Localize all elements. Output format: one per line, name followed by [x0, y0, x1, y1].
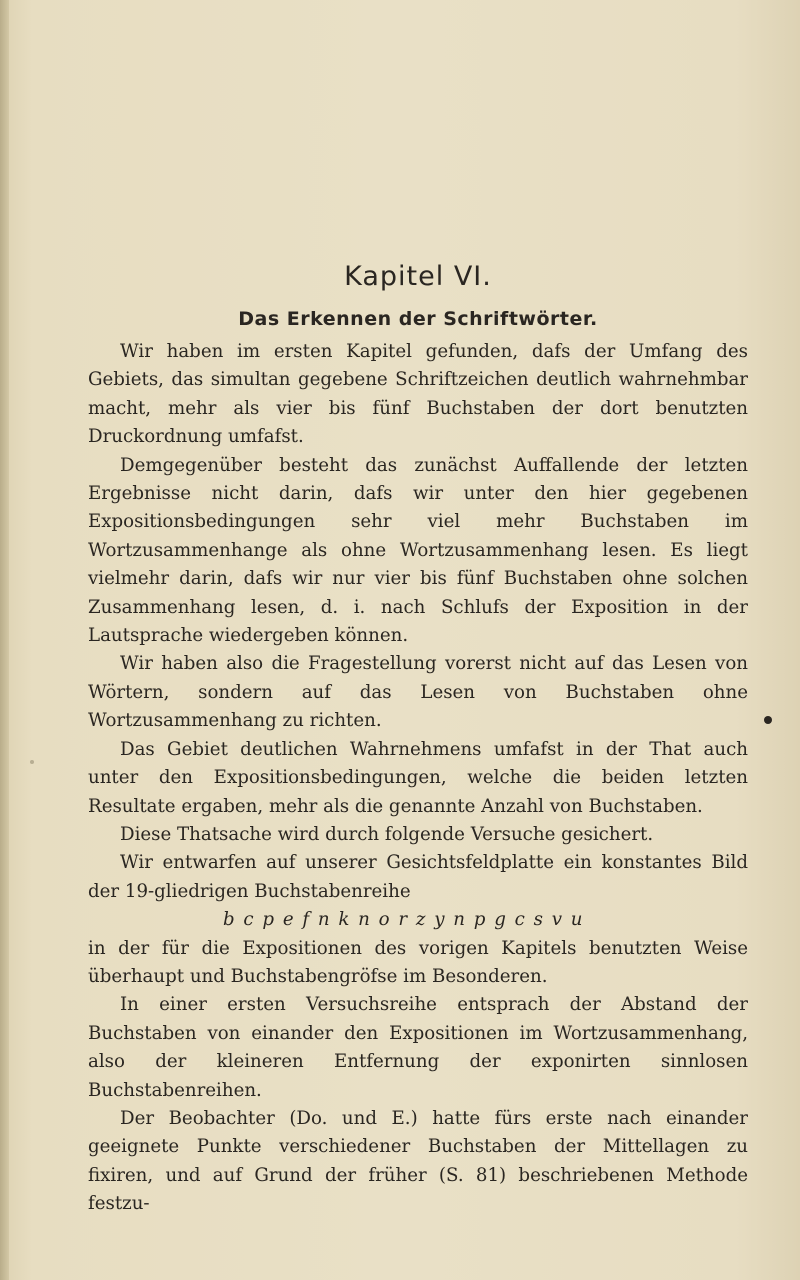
paragraph-2: Demgegenüber besteht das zunächst Auffallende der letzten Ergebnisse nicht darin, dafs wir unter den hier gegebenen Expositionsbedingungen sehr viel mehr Buchstaben im Wortzusammenhange als ohne Wortzusammenhang lesen. Es liegt vielmehr darin, dafs wir nur vier bis fünf Buchstaben ohne solchen Zusammenhang lesen, d. i. nach Schlufs der Exposition in der Lautsprache wiedergeben können. — [88, 454, 748, 647]
paragraph-4: Das Gebiet deutlichen Wahrnehmens umfafst in der That auch unter den Expositionsbedingungen, welche die beiden letzten Resultate ergaben, mehr als die genannte Anzahl von Buchstaben. — [88, 738, 748, 817]
letter-sequence: b c p e f n k n o r z y n p g c s v u — [223, 909, 583, 931]
paragraph-8: In einer ersten Versuchsreihe entsprach der Abstand der Buchstaben von einander den Expositionen im Wortzusammenhang, also der kleineren Entfernung der exponirten sinnlosen Buchstabenreihen. — [88, 994, 748, 1101]
page-text — [88, 260, 748, 1219]
paragraph-6: Wir entwarfen auf unserer Gesichtsfeldplatte ein konstantes Bild der 19-gliedrigen Buchstabenreihe — [88, 852, 748, 902]
chapter-heading: Kapitel VI. — [344, 261, 492, 292]
paragraph-7: in der für die Expositionen des vorigen Kapitels benutzten Weise überhaupt und Buchstabengröfse im Besonderen. — [88, 937, 748, 987]
paper-speck — [30, 760, 34, 764]
paragraph-3: Wir haben also die Fragestellung vorerst nicht auf das Lesen von Wörtern, sondern auf das Lesen von Buchstaben ohne Wortzusammenhang zu richten. — [88, 653, 748, 732]
paragraph-1: Wir haben im ersten Kapitel gefunden, dafs der Umfang des Gebiets, das simultan gegebene Schriftzeichen deutlich wahrnehmbar macht, mehr als vier bis fünf Buchstaben der dort benutzten Druckordnung umfafst. — [88, 341, 748, 448]
paragraph-9: Der Beobachter (Do. und E.) hatte fürs erste nach einander geeignete Punkte verschiedener Buchstaben der Mittellagen zu fixiren, und auf Grund der früher (S. 81) beschriebenen Methode festzu- — [88, 1107, 748, 1215]
paragraph-5: Diese Thatsache wird durch folgende Versuche gesichert. — [120, 823, 654, 845]
ink-dot-mark — [764, 716, 772, 724]
page-spine-shadow — [0, 0, 9, 1280]
section-heading: Das Erkennen der Schriftwörter. — [238, 308, 598, 330]
